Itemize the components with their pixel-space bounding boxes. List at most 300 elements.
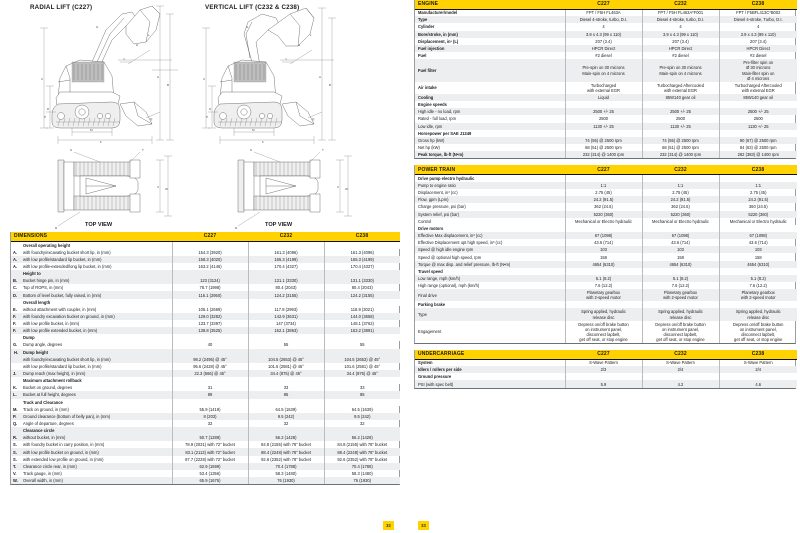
row-label: Overall width, in (mm) [20,477,172,484]
table-group-row [11,399,400,406]
group-letter: H. [11,349,20,356]
dimension-diagrams [0,0,410,232]
row-label: with foundry/excavating bucket short lip, in (mm) [20,356,172,363]
group-c227 [172,427,248,434]
table-row [415,144,797,151]
row-value-c227: 2/3 [565,366,642,373]
row-value-c227: #2 diesel [565,52,642,59]
row-label: Fuel [418,53,427,59]
row-letter: M. [13,406,18,412]
row-value-c227: Mechanical or Electro hydraulic [565,218,642,225]
group-c232 [248,377,324,384]
row-value-c238: 7.6 (12.2) [719,282,797,289]
row-value-c238: FPT / F5BFL413C*B002 [719,9,797,16]
group-label: Travel speed [415,268,565,275]
page-number-right: 33 [418,521,429,530]
row-value-c227: 2500 +/- 25 [565,108,642,115]
table-group-row [11,377,400,384]
table-group-row [11,349,400,356]
group-c227 [565,225,642,232]
dimensions-header-c232: C232 [248,232,324,241]
table-row [415,94,797,101]
row-value-c232: 103 [642,246,719,253]
row-label: Speed @ high idle engine rpm [415,246,565,253]
row-letter [11,356,20,363]
row-value-c232: 3.9 x 4.3 (99 x 110) [642,31,719,38]
row-value-c227: 232 (314) @ 1400 rpm [565,151,642,158]
row-value-c238: 33 [324,384,400,391]
svg-text:F: F [100,140,102,144]
row-value-c227: 2500 [565,115,642,122]
group-label: Dump height [20,349,172,356]
svg-text:H: H [136,43,139,47]
row-letter: J. [11,370,20,377]
row-value-c238: 282 (383) @ 1400 rpm [719,151,797,158]
row-value-c227: S-Wave Pattern [565,359,642,366]
row-value-c238: 2.75 (45) [719,189,797,196]
row-letter: A. [13,249,18,255]
group-label: Engine speeds [415,101,565,108]
row-value-c238: 3.9 x 4.3 (99 x 110) [719,31,797,38]
row-label: with foundry/excavating bucket short lip, in (mm) [23,249,111,255]
radial-lift-diagram-title: RADIAL LIFT (C227) [30,4,93,11]
table-row [11,477,400,484]
row-letter: D. [11,291,20,298]
undercarriage-header-label: UNDERCARRIAGE [415,350,565,359]
radial-lift-top-view [55,148,172,230]
row-value-c238: 84 (63) @ 2500 rpm [719,144,797,151]
row-label: with low profile/standard lip bucket, in (mm) [20,256,172,263]
row-value-c232: 362 (24.5) [642,203,719,210]
group-label: Maximum attachment rollback [20,377,172,384]
row-value-c232: 152.1 (3863) [248,327,324,334]
group-label: Dump [20,334,172,341]
row-value-c227: 8 (203) [172,413,248,420]
row-value-c227: Pre-spin on 30 microns Main-spin on 4 microns [565,59,642,81]
row-value-c232: 43.6 (714) [642,239,719,246]
group-c238 [324,270,400,277]
row-value-c238: 70.4 (1788) [324,463,400,470]
row-label: Effective Displacement opt high speed, in³ (cc) [418,240,503,246]
row-value-c227: FPT / F5H FL463A [565,9,642,16]
table-row [11,249,400,256]
table-row [11,356,400,363]
row-value-c227: 53.4 (1356) [172,470,248,477]
row-value-c227: 362 (24.5) [565,203,642,210]
table-row [415,239,797,246]
row-label: Final drive [415,289,565,301]
row-value-c238: Mechanical or Electro hydraulic [719,218,797,225]
svg-text:L: L [148,33,150,37]
row-letter: P. [11,413,20,420]
row-value-c227: 1:1 [565,182,642,189]
svg-text:R: R [55,226,58,230]
row-value-c238: HPCR Direct [719,45,797,52]
power-train-header-label: POWER TRAIN [415,165,565,174]
row-value-c227: 138.8 (3525) [172,327,248,334]
svg-text:J: J [123,57,125,61]
row-value-c232: 232 (314) @ 1400 rpm [642,151,719,158]
row-value-c238: 165.3 (4199) [324,256,400,263]
row-value-c232: 33 [248,384,324,391]
row-value-c238: 103 [719,246,797,253]
row-value-c227: 74 (55) @ 2500 rpm [565,137,642,144]
row-value-c238: 124.2 (3155) [324,291,400,298]
engine-header-c227: C227 [565,0,642,9]
group-c232 [248,270,324,277]
row-value-c238: Diesel 4-stroke, Turbo, D.I. [719,16,797,23]
table-row [11,441,400,448]
row-value-c238: 144.0 (3658) [324,313,400,320]
row-label: Torque @ max disp. and relief pressure, lb-ft (N•m) [415,261,565,268]
row-value-c227: 50.7 (1289) [172,434,248,441]
power-train-header-c232: C232 [642,165,719,174]
row-value-c238: 92.6 (2352) with 78" bucket [324,456,400,463]
table-row [415,232,797,239]
svg-text:P: P [206,115,209,119]
table-row [11,341,400,348]
row-value-c227: 133.7 (3397) [172,320,248,327]
group-label: Horsepower per SAE J1349 [415,130,565,137]
row-label: with low profile bucket on ground, in (mm) [20,448,172,455]
table-row [11,391,400,398]
svg-text:C: C [203,77,206,81]
group-c238 [324,399,400,406]
row-label: with extended low profile on ground, in (mm) [23,456,104,462]
row-label: Displacement, in³ (cc) [418,190,458,196]
table-group-row [11,334,400,341]
row-value-c238: 55 [324,341,400,348]
svg-text:S: S [250,148,253,152]
row-value-c238: 85W140 gear oil [719,94,797,101]
group-c232 [642,301,719,308]
table-row [415,366,797,373]
svg-text:G: G [246,25,249,29]
row-letter [11,363,20,370]
undercarriage-header-c238: C238 [719,350,797,359]
row-value-c232: Mechanical or Electro hydraulic [642,218,719,225]
row-value-c232: 158 [642,253,719,260]
row-label: Low range, mph (km/h) [415,275,565,282]
table-row [415,59,797,81]
group-c232 [248,427,324,434]
row-value-c232: 4654 (6310) [642,261,719,268]
row-value-c238: 80.4 (2043) [324,284,400,291]
svg-text:P: P [44,115,47,119]
row-letter: K. [13,385,18,391]
row-label: System [418,360,433,366]
power-train-header-c238: C238 [719,165,797,174]
group-letter [11,377,20,384]
row-label: Pump to engine ratio [415,182,565,189]
row-letter: W. [11,477,20,484]
row-value-c238: 104.5 (2653) @ 45° [324,356,400,363]
row-value-c238: 2/4 [719,366,797,373]
row-letter: F. [13,321,17,327]
row-value-c238: 4 [719,23,797,30]
table-row [11,291,400,298]
row-value-c227: 163.2 (4146) [172,263,248,270]
table-row [415,151,797,158]
row-value-c232: 170.4 (4327) [248,263,324,270]
group-c238 [719,268,797,275]
row-value-c227: 2.75 (45) [565,189,642,196]
row-value-c227: 123 (3124) [172,277,248,284]
group-c227 [565,268,642,275]
table-row [11,277,400,284]
row-letter: Q. [13,420,18,426]
table-row [415,182,797,189]
row-label: with foundry excavation bucket on ground, in (mm) [20,313,172,320]
group-label: Drive motors [415,225,565,232]
row-value-c232: 85W140 gear oil [642,94,719,101]
svg-text:W: W [345,187,348,191]
row-value-c227: 207 (3.4) [565,38,642,45]
row-value-c227: 158 [565,253,642,260]
group-c232 [642,174,719,182]
table-row [415,115,797,122]
row-value-c238: Pre-filter spin on Ø 30 microns Main-filter spin on Ø 4 microns [719,59,797,81]
row-value-c227: 98.2 (2495) @ 45° [172,356,248,363]
svg-text:H: H [298,43,301,47]
row-label: High idle - no load, rpm [415,108,565,115]
row-value-c232: 2500 +/- 25 [642,108,719,115]
row-value-c232: 5220 (360) [642,211,719,218]
row-value-c227: 40 [172,341,248,348]
table-group-row [415,101,797,108]
vertical-lift-side-view [202,8,336,144]
undercarriage-header-c232: C232 [642,350,719,359]
row-value-c227: 55.9 (1419) [172,406,248,413]
svg-text:B: B [329,83,332,87]
row-letter: F. [11,327,20,334]
table-row [11,327,400,334]
row-label: with low profile bucket, in (mm) [23,321,80,327]
row-label: System relief, psi (bar) [415,211,565,218]
group-c227 [565,174,642,182]
table-row [415,23,797,30]
row-value-c227: 78.9 (2031) with 72" bucket [172,441,248,448]
row-label: Flow, gpm (Lpm) [415,196,565,203]
table-row [415,218,797,225]
table-row [415,82,797,94]
row-value-c232: 68 (51) @ 2500 rpm [642,144,719,151]
group-c238 [324,241,400,249]
row-value-c232: 74 (55) @ 2500 rpm [642,137,719,144]
row-value-c232: 1130 +/- 25 [642,123,719,130]
row-value-c238: 1:1 [719,182,797,189]
table-row [415,203,797,210]
table-row [415,321,797,343]
group-c227 [172,241,248,249]
row-label: Bottom of level bucket, fully raised, in (mm) [20,291,172,298]
row-value-c238: 4654 (6310) [719,261,797,268]
row-value-c227: Liquid [565,94,642,101]
row-value-c232: 117.8 (2993) [248,306,324,313]
svg-text:Q: Q [150,117,153,121]
row-label: Ground clearance (bottom of belly pan), in (mm) [20,413,172,420]
table-row [11,413,400,420]
row-letter: V. [13,471,17,477]
group-c227 [172,270,248,277]
group-c232 [642,268,719,275]
row-value-c238: 67 (1098) [719,232,797,239]
group-c238 [719,101,797,108]
row-value-c238: 5220 (360) [719,211,797,218]
row-label: Angle of departure, degrees [23,420,74,426]
row-value-c232: 161.3 (4096) [248,249,324,256]
row-value-c232: Depress on/off brake button on instrument panel, disconnect lapbelt, get off seat, or stop engine [642,321,719,343]
svg-text:D: D [47,107,50,111]
row-letter: T. [11,463,20,470]
row-value-c227: 116.1 (2950) [172,291,248,298]
table-group-row [11,270,400,277]
group-c227 [172,349,248,356]
row-letter: C. [13,285,18,291]
row-value-c227: 24.2 (91.5) [565,196,642,203]
row-value-c232: 101.6 (2581) @ 45° [248,363,324,370]
group-c238 [324,334,400,341]
engine-table-wrapper [414,0,796,159]
table-group-row [415,268,797,275]
group-c238 [324,299,400,306]
row-label: Dump angle, degrees [23,342,63,348]
row-value-c232: 64.5 (1639) [248,406,324,413]
machine-line-drawings [0,0,410,232]
radial-lift-side-view [40,6,178,144]
table-row [415,359,797,366]
table-row [11,420,400,427]
row-letter: A. [11,256,20,263]
group-c238 [719,225,797,232]
table-row [415,275,797,282]
row-value-c227: 5.1 (8.2) [565,275,642,282]
svg-text:Q: Q [312,117,315,121]
row-value-c232: 80.4 (2043) [248,284,324,291]
row-label: Low idle, rpm [415,123,565,130]
table-row [415,380,797,387]
row-value-c227: 68 (51) @ 2500 rpm [565,144,642,151]
engine-table-header [415,0,797,9]
row-label: Rated - full load, rpm [418,116,456,122]
table-row [11,463,400,470]
row-value-c227: 158.3 (4020) [172,256,248,263]
row-value-c232: 104.5 (2653) @ 45° [248,356,324,363]
row-label: Speed @ optional high speed, rpm [418,254,482,260]
power-train-table [415,165,797,343]
svg-text:G: G [96,25,99,29]
row-value-c238: 32 [324,420,400,427]
group-c227 [565,373,642,380]
row-value-c232: 124.2 (3155) [248,291,324,298]
row-value-c227: 129.0 (3282) [172,313,248,320]
row-value-c238: 76 (1930) [324,477,400,484]
row-value-c238: 360 (24.5) [719,203,797,210]
svg-text:T: T [142,148,144,152]
row-label: PSI (with spec belt) [415,380,565,387]
row-value-c227: 5.9 [565,380,642,387]
row-value-c238: 34.4 (875) @ 45° [324,370,400,377]
row-value-c227: Planetary gearbox with 2-speed motor [565,289,642,301]
row-value-c238: 2500 +/- 25 [719,108,797,115]
row-value-c227: 154.3 (3920) [172,249,248,256]
row-label: Clearance circle rear, in (mm) [20,463,172,470]
row-value-c227: Spring applied, hydraulic release disc [565,308,642,320]
table-row [11,470,400,477]
group-c227 [172,334,248,341]
group-letter [11,241,20,249]
row-value-c238: 118.9 (3021) [324,306,400,313]
row-value-c238: 1130 +/- 25 [719,123,797,130]
row-value-c227: 89 [172,391,248,398]
group-c232 [248,399,324,406]
table-row [415,45,797,52]
undercarriage-table-wrapper [414,350,796,389]
row-value-c232: 2/4 [642,366,719,373]
row-value-c238: 90 (67) @ 2500 rpm [719,137,797,144]
dimensions-table-wrapper [10,232,400,485]
row-value-c238: 148.1 (3762) [324,320,400,327]
row-label: Displacement, in³ (L) [418,38,459,44]
group-letter [11,299,20,306]
row-letter: R. [11,434,20,441]
group-letter [11,334,20,341]
right-page [410,0,800,533]
row-label: Cooling [415,94,565,101]
row-value-c232: #2 diesel [642,52,719,59]
row-letter: E. [13,306,17,312]
dimensions-table-body [11,241,400,484]
row-value-c227: 4654 (6310) [565,261,642,268]
row-label: Fuel filter [415,59,565,81]
row-value-c232: 24.2 (91.5) [642,196,719,203]
group-c227 [172,299,248,306]
table-row [415,52,797,59]
table-row [11,456,400,463]
group-c227 [172,377,248,384]
engine-header-c232: C232 [642,0,719,9]
group-label: Parking brake [415,301,565,308]
row-label: Charge pressure, psi (bar) [418,204,466,210]
row-value-c232: Diesel 4-stroke, turbo, D.I. [642,16,719,23]
group-c232 [642,373,719,380]
row-value-c232: 147 (3734) [248,320,324,327]
row-label: Engagement [418,329,442,335]
row-value-c238: 161.3 (4096) [324,249,400,256]
row-label: Bucket on ground, degrees [23,385,73,391]
row-value-c238: 64.5 (1639) [324,406,400,413]
table-row [415,16,797,23]
row-value-c227: 67 (1098) [565,232,642,239]
row-value-c232: Pre-spin on 30 microns Main-spin on 4 microns [642,59,719,81]
row-label: Type [415,308,565,320]
row-value-c227: 87.7 (2228) with 72" bucket [172,456,248,463]
row-label: Cylinder [418,24,435,30]
row-value-c238: 9.5 (242) [324,413,400,420]
dimensions-header-label: DIMENSIONS [11,232,172,241]
table-row [11,263,400,270]
engine-table-body [415,9,797,158]
group-label: Drive pump electro hydraulic [415,174,565,182]
row-label: without bucket, in (mm) [20,434,172,441]
row-value-c238: 158 [719,253,797,260]
table-row [415,108,797,115]
vertical-lift-top-view [235,148,352,230]
row-value-c227: Turbocharged with external EGR [565,82,642,94]
engine-header-label: ENGINE [415,0,565,9]
row-value-c227: HPCR Direct [565,45,642,52]
row-value-c232: 142.9 (3631) [248,313,324,320]
